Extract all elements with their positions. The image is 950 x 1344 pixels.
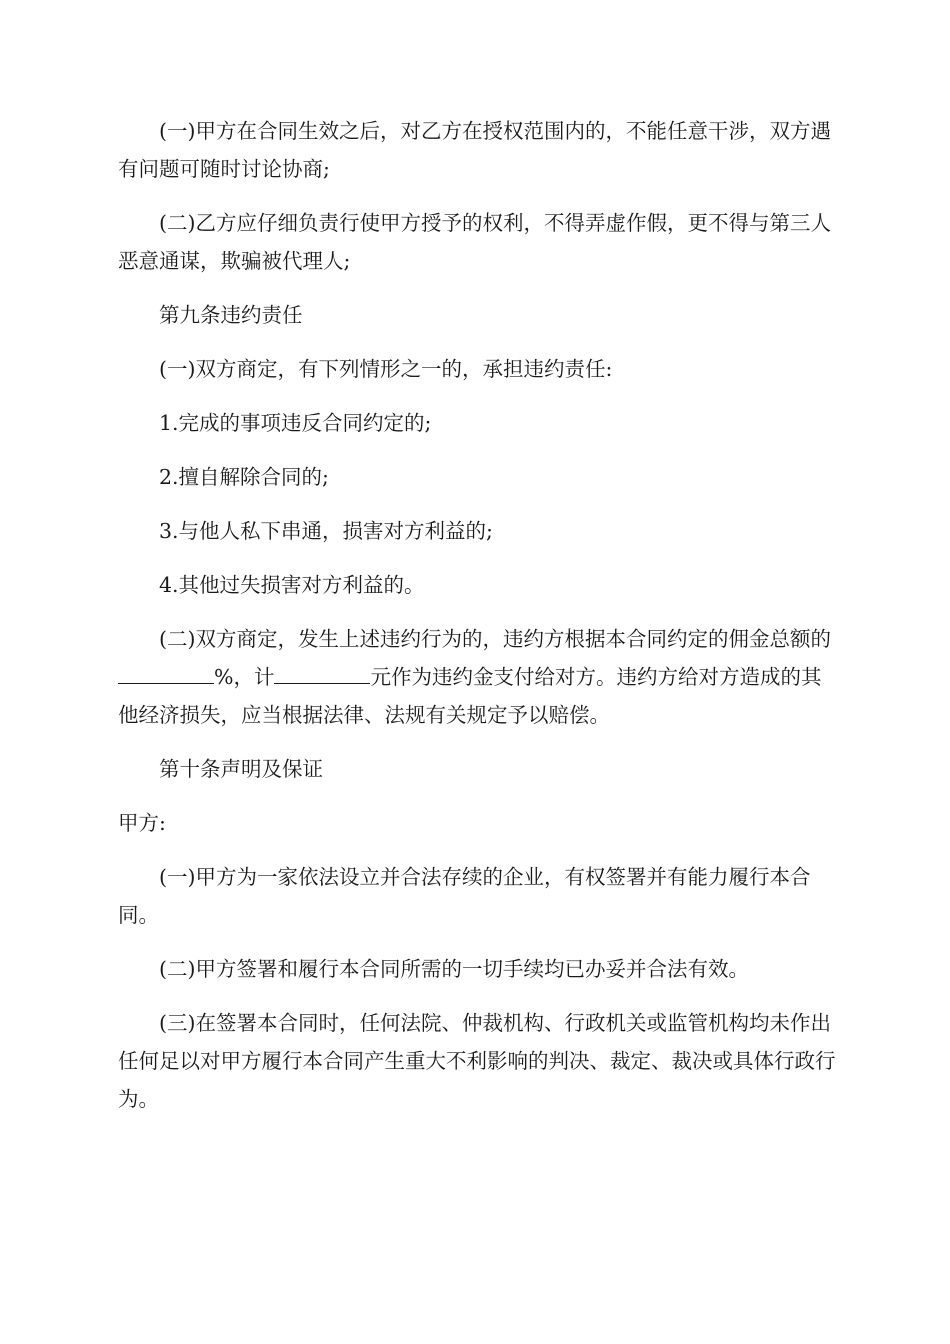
party-label: 甲方:: [118, 811, 166, 835]
clause-paragraph: (一)甲方为一家依法设立并合法存续的企业，有权签署并有能力履行本合同。: [118, 865, 811, 927]
clause-text: (二)双方商定，发生上述违约行为的，违约方根据本合同约定的佣金总额的: [159, 627, 831, 651]
clause-paragraph: [118, 620, 836, 734]
fill-in-blank: [118, 663, 214, 684]
list-item: 1.完成的事项违反合同约定的;: [159, 411, 432, 435]
clause-text: 元作为违约金支付给对方。违约方给对方造成的其他经济损失，应当根据法律、法规有关规定予以赔偿。: [118, 665, 822, 727]
document-body: [118, 112, 836, 1134]
section-heading: 第十条声明及保证: [159, 757, 323, 781]
list-item: 3.与他人私下串通，损害对方利益的;: [159, 519, 493, 543]
clause-text: %，计: [214, 665, 275, 689]
list-item: 2.擅自解除合同的;: [159, 465, 329, 489]
clause-paragraph: (三)在签署本合同时，任何法院、仲裁机构、行政机关或监管机构均未作出任何足以对甲方履行本合同产生重大不利影响的判决、裁定、裁决或具体行政行为。: [118, 1011, 836, 1111]
clause-paragraph: (一)甲方在合同生效之后，对乙方在授权范围内的，不能任意干涉，双方遇有问题可随时讨论协商;: [118, 119, 831, 181]
clause-paragraph: (一)双方商定，有下列情形之一的，承担违约责任:: [159, 357, 613, 381]
clause-paragraph: (二)乙方应仔细负责行使甲方授予的权利，不得弄虚作假，更不得与第三人恶意通谋，欺骗被代理人;: [118, 211, 831, 273]
clause-paragraph: (二)甲方签署和履行本合同所需的一切手续均已办妥并合法有效。: [159, 957, 749, 981]
list-item: 4.其他过失损害对方利益的。: [159, 573, 425, 597]
section-heading: 第九条违约责任: [159, 303, 303, 327]
fill-in-blank: [274, 663, 370, 684]
